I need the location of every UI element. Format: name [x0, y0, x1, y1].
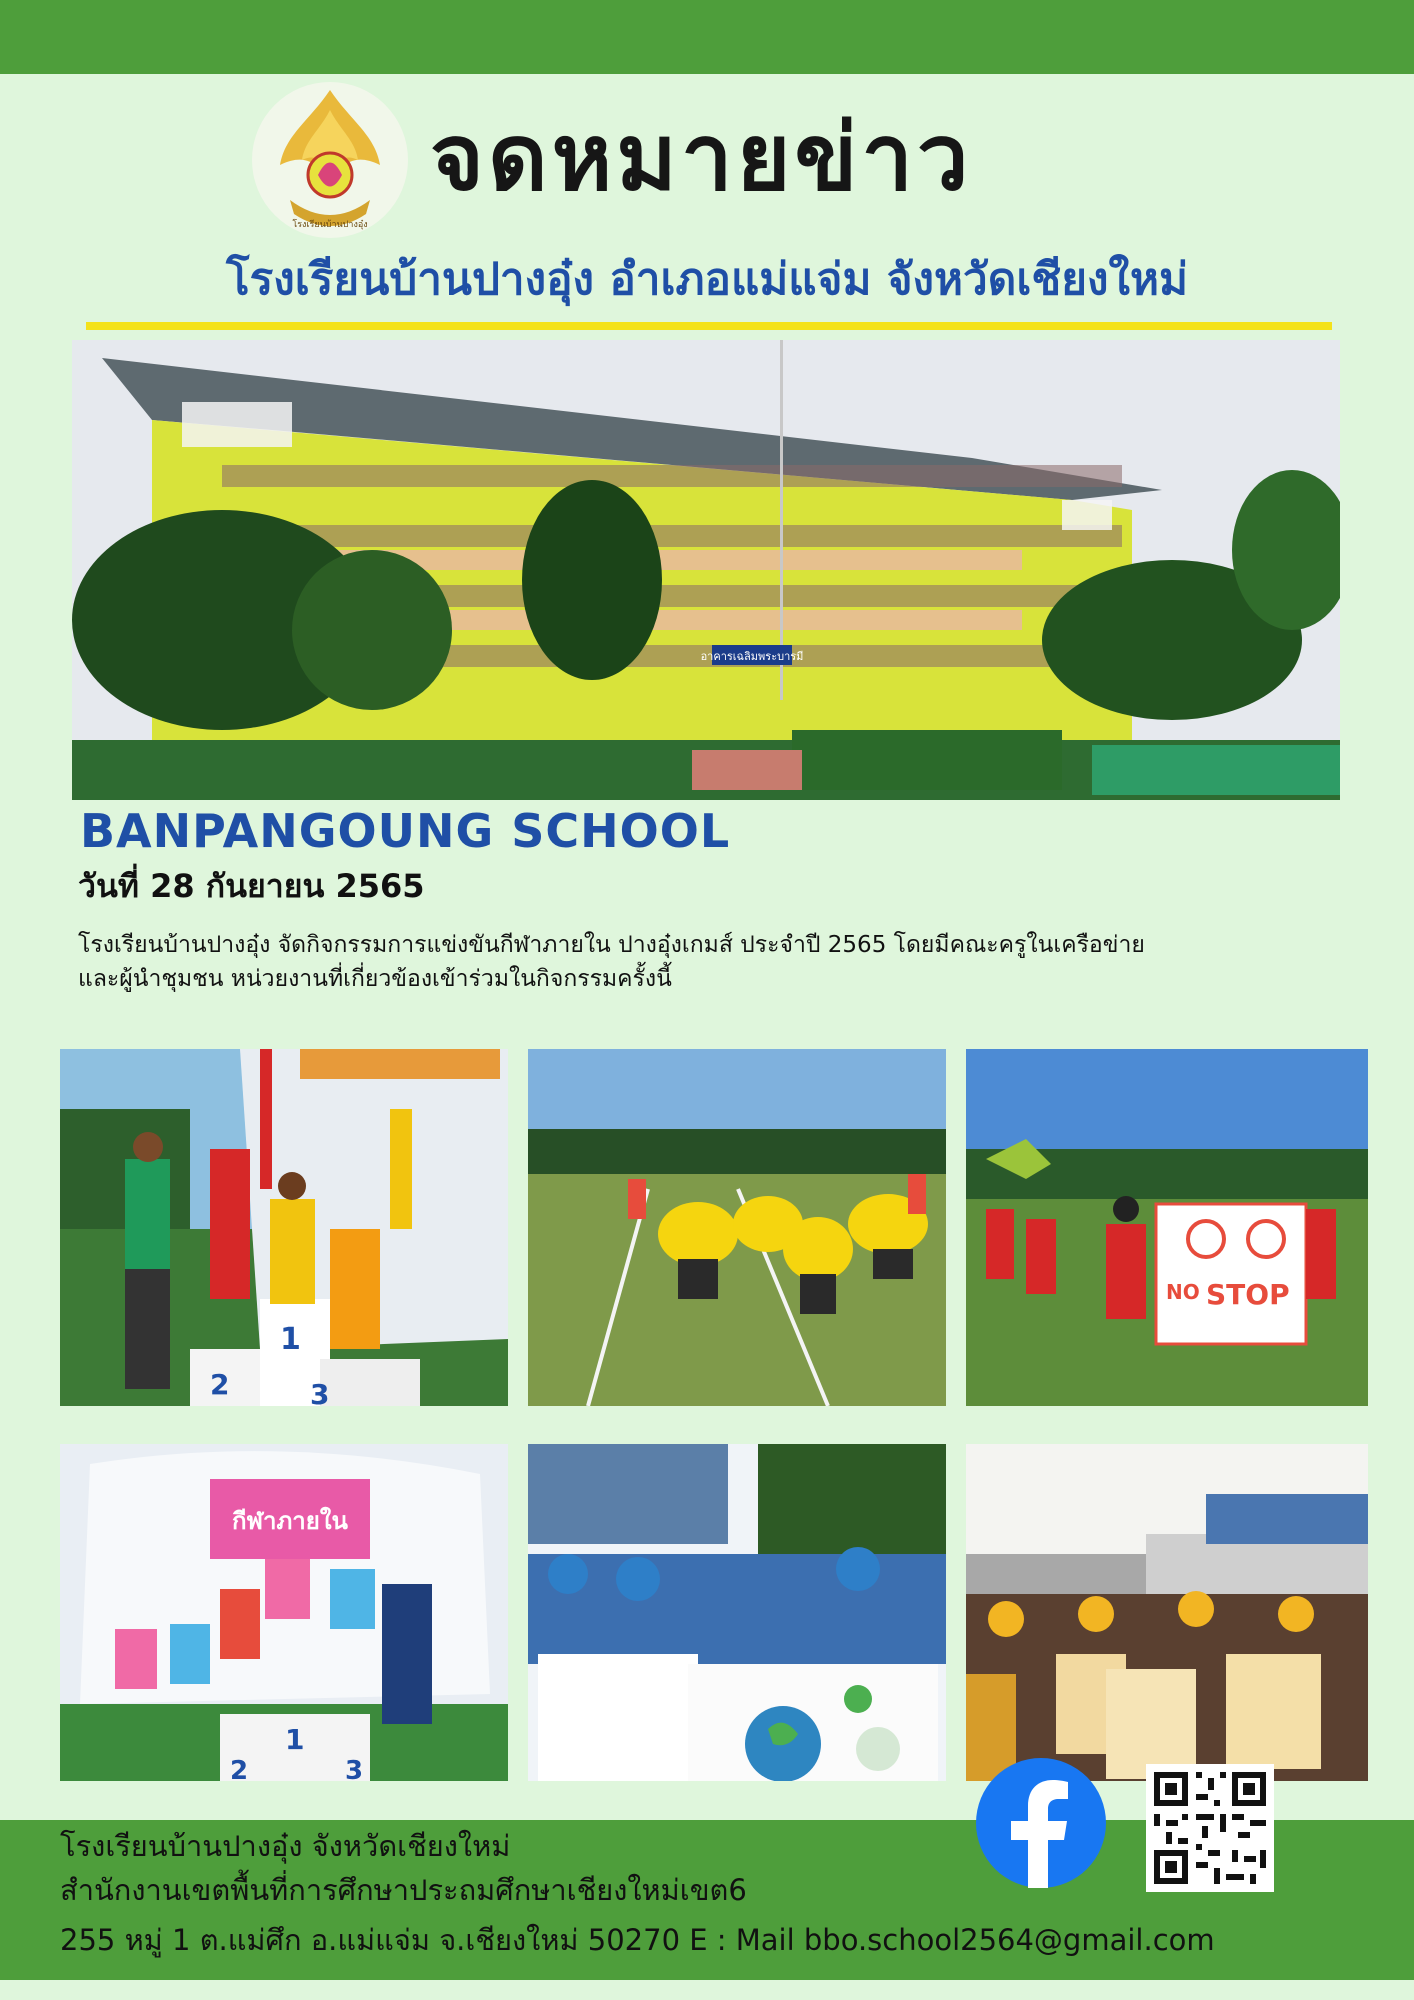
stop-sign-text: STOP: [1206, 1278, 1290, 1311]
school-emblem-icon: [250, 80, 410, 240]
photo-students-earth-banner: [528, 1444, 946, 1781]
podium-number-1: 1: [280, 1322, 301, 1357]
news-date: วันที่ 28 กันยายน 2565: [78, 867, 425, 905]
school-name-heading: BANPANGOUNG SCHOOL: [80, 804, 731, 858]
podium-number-3: 3: [310, 1378, 330, 1406]
building-sign: อาคารเฉลิมพระบารมี: [700, 650, 804, 663]
winners-podium-2: 2: [230, 1756, 249, 1781]
qr-code-icon[interactable]: [1146, 1764, 1274, 1892]
news-body-line-1: โรงเรียนบ้านปางอุ๋ง จัดกิจกรรมการแข่งขันกีฬาภายใน ปางอุ๋งเกมส์ ประจำปี 2565 โดยมีคณะครูในเครือข่าย: [78, 932, 1145, 958]
photo-podium-winners: [60, 1444, 508, 1781]
divider: [86, 322, 1332, 330]
winners-podium-1: 1: [285, 1723, 305, 1756]
news-body-line-2: และผู้นำชุมชน หน่วยงานที่เกี่ยวข้องเข้าร่วมในกิจกรรมครั้งนี้: [78, 966, 672, 992]
winners-podium-3: 3: [345, 1756, 364, 1781]
podium-number-2: 2: [210, 1368, 230, 1401]
photo-podium-award: [60, 1049, 508, 1406]
no-sign-text: NO: [1166, 1280, 1200, 1304]
footer-address-email: 255 หมู่ 1 ต.แม่ศึก อ.แม่แจ่ม จ.เชียงใหม่ 50270 E : Mail bbo.school2564@gmail.com: [60, 1923, 1215, 1957]
school-subtitle: โรงเรียนบ้านปางอุ๋ง อำเภอแม่แจ่ม จังหวัดเชียงใหม่: [226, 254, 1188, 305]
photo-parade-anti-drug: [966, 1049, 1368, 1406]
top-green-band: [0, 0, 1414, 74]
footer-office: สำนักงานเขตพื้นที่การศึกษาประถมศึกษาเชียงใหม่เขต6: [60, 1873, 747, 1907]
school-building-photo: [72, 340, 1340, 800]
page-title: จดหมายข่าว: [430, 104, 973, 211]
photo-parade-yellow: [528, 1049, 946, 1406]
emblem-caption: โรงเรียนบ้านปางอุ๋ง: [292, 220, 368, 230]
facebook-icon[interactable]: [976, 1758, 1106, 1888]
news-body: [78, 928, 1348, 996]
event-banner-text: กีฬาภายใน: [232, 1507, 348, 1535]
photo-students-posters: [966, 1444, 1368, 1781]
footer-school-name: โรงเรียนบ้านปางอุ๋ง จังหวัดเชียงใหม่: [60, 1829, 511, 1863]
